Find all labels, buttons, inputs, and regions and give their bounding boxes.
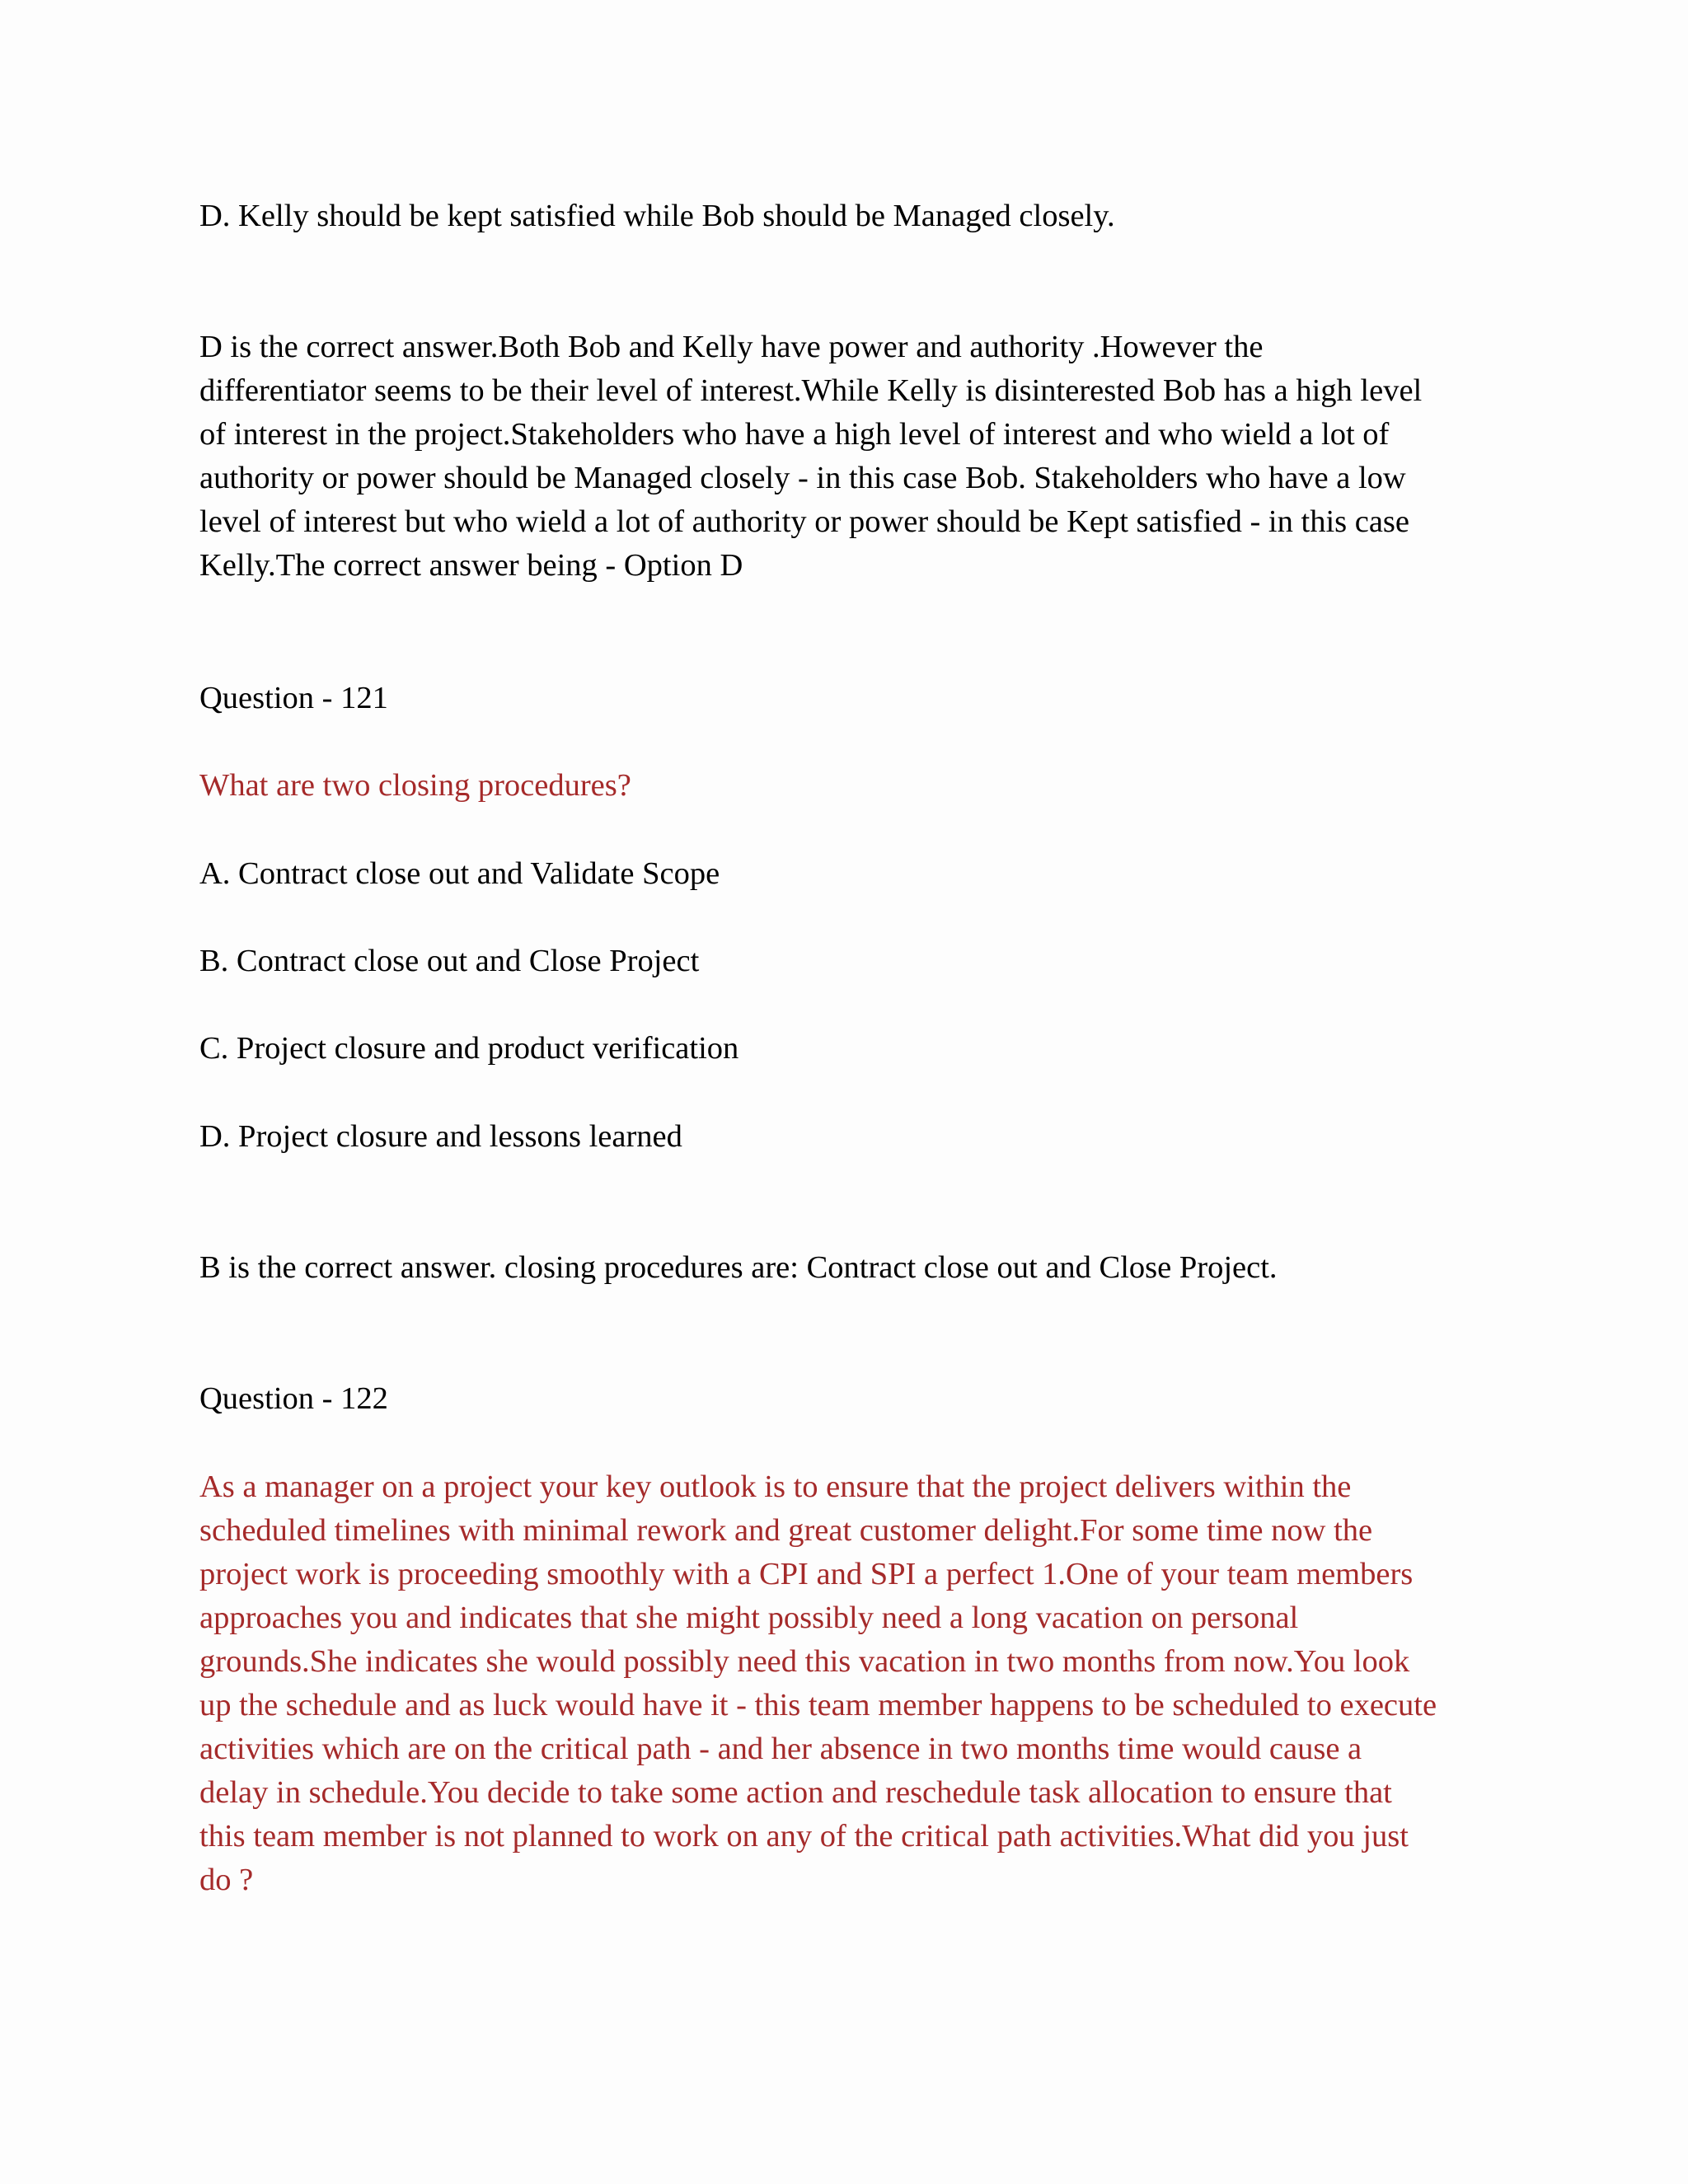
question-line: As a manager on a project your key outlook is to ensure that the project delivers within the	[199, 1469, 1352, 1504]
question-121-answer: B is the correct answer. closing procedures are: Contract close out and Close Project.	[199, 1250, 1278, 1285]
prev-explanation	[199, 326, 1502, 588]
question-line: up the schedule and as luck would have it - this team member happens to be scheduled to execute	[199, 1688, 1437, 1722]
explanation-line: Kelly.The correct answer being - Option D	[199, 548, 743, 583]
question-121-option-d: D. Project closure and lessons learned	[199, 1119, 682, 1154]
question-line: grounds.She indicates she would possibly need this vacation in two months from now.You look	[199, 1644, 1410, 1679]
question-line: do ?	[199, 1863, 254, 1897]
question-121-text: What are two closing procedures?	[199, 768, 631, 803]
question-122-heading: Question - 122	[199, 1381, 388, 1416]
question-line: approaches you and indicates that she might possibly need a long vacation on personal	[199, 1601, 1299, 1635]
explanation-line: level of interest but who wield a lot of authority or power should be Kept satisfied - in this case	[199, 504, 1410, 539]
question-line: project work is proceeding smoothly with a CPI and SPI a perfect 1.One of your team members	[199, 1557, 1414, 1591]
prev-option-d: D. Kelly should be kept satisfied while Bob should be Managed closely.	[199, 199, 1115, 233]
question-122-text	[199, 1465, 1502, 1902]
question-line: delay in schedule.You decide to take some action and reschedule task allocation to ensure that	[199, 1775, 1392, 1810]
question-121-option-c: C. Project closure and product verification	[199, 1031, 739, 1066]
explanation-line: of interest in the project.Stakeholders who have a high level of interest and who wield a lot of	[199, 417, 1390, 452]
explanation-line: differentiator seems to be their level of interest.While Kelly is disinterested Bob has a high level	[199, 373, 1423, 408]
question-line: this team member is not planned to work on any of the critical path activities.What did you just	[199, 1819, 1409, 1854]
question-121-heading: Question - 121	[199, 681, 388, 715]
explanation-line: D is the correct answer.Both Bob and Kelly have power and authority .However the	[199, 330, 1264, 364]
question-121-option-a: A. Contract close out and Validate Scope	[199, 856, 720, 891]
question-121-option-b: B. Contract close out and Close Project	[199, 944, 700, 978]
question-line: scheduled timelines with minimal rework and great customer delight.For some time now the	[199, 1513, 1373, 1548]
explanation-line: authority or power should be Managed closely - in this case Bob. Stakeholders who have a low	[199, 461, 1406, 495]
question-line: activities which are on the critical path - and her absence in two months time would cause a	[199, 1732, 1362, 1766]
